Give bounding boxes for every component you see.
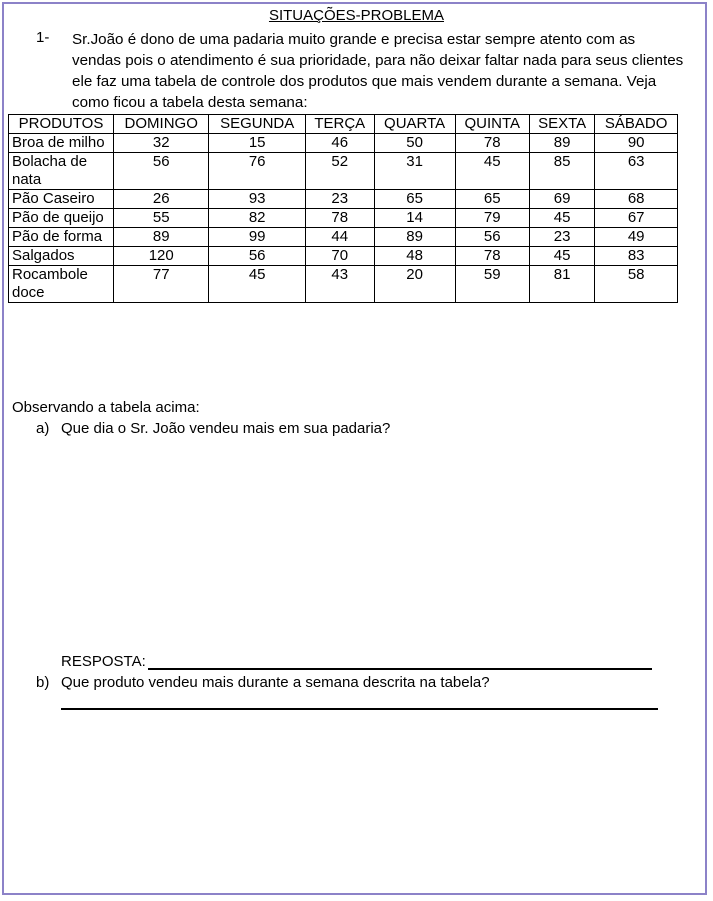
value-cell: 45 (529, 209, 594, 228)
product-cell: Bolacha de nata (9, 153, 114, 190)
product-cell: Broa de milho (9, 134, 114, 153)
table-header-row (9, 115, 678, 134)
table-row (9, 209, 678, 228)
value-cell: 31 (374, 153, 455, 190)
page-title: SITUAÇÕES-PROBLEMA (268, 7, 445, 24)
value-cell: 67 (595, 209, 678, 228)
value-cell: 23 (529, 228, 594, 247)
answer-line[interactable] (148, 654, 652, 670)
value-cell: 20 (374, 266, 455, 303)
table-row (9, 153, 678, 190)
table-header-cell: QUINTA (455, 115, 529, 134)
value-cell: 56 (455, 228, 529, 247)
table-body (9, 134, 678, 303)
value-cell: 83 (595, 247, 678, 266)
value-cell: 45 (529, 247, 594, 266)
value-cell: 44 (305, 228, 374, 247)
value-cell: 76 (209, 153, 305, 190)
value-cell: 52 (305, 153, 374, 190)
value-cell: 58 (595, 266, 678, 303)
product-cell: Pão de forma (9, 228, 114, 247)
question-a-text: Que dia o Sr. João vendeu mais em sua padaria? (61, 420, 391, 437)
question-1-text: Sr.João é dono de uma padaria muito grande e precisa estar sempre atento com as vendas pois o atendimento é sua prioridade, para não deixar faltar nada para seus clientes ele faz uma tabela de controle dos produtos que mais vendem durante a semana. Veja como ficou a tabela desta semana: (72, 31, 684, 111)
value-cell: 46 (305, 134, 374, 153)
value-cell: 14 (374, 209, 455, 228)
answer-row (61, 653, 652, 670)
table-row (9, 247, 678, 266)
table-row (9, 190, 678, 209)
value-cell: 49 (595, 228, 678, 247)
value-cell: 55 (114, 209, 209, 228)
value-cell: 32 (114, 134, 209, 153)
value-cell: 15 (209, 134, 305, 153)
value-cell: 56 (114, 153, 209, 190)
value-cell: 82 (209, 209, 305, 228)
value-cell: 23 (305, 190, 374, 209)
value-cell: 26 (114, 190, 209, 209)
value-cell: 79 (455, 209, 529, 228)
value-cell: 120 (114, 247, 209, 266)
value-cell: 89 (529, 134, 594, 153)
value-cell: 43 (305, 266, 374, 303)
value-cell: 85 (529, 153, 594, 190)
table-header-cell: DOMINGO (114, 115, 209, 134)
table-header-cell: SÁBADO (595, 115, 678, 134)
value-cell: 56 (209, 247, 305, 266)
value-cell: 65 (455, 190, 529, 209)
table-header-cell: QUARTA (374, 115, 455, 134)
sales-table (8, 114, 678, 303)
answer-b-line[interactable] (61, 708, 658, 710)
product-cell: Rocambole doce (9, 266, 114, 303)
table-row (9, 134, 678, 153)
product-cell: Pão Caseiro (9, 190, 114, 209)
value-cell: 90 (595, 134, 678, 153)
question-a (36, 420, 390, 437)
question-b-letter: b) (36, 674, 50, 691)
value-cell: 45 (455, 153, 529, 190)
table-row (9, 266, 678, 303)
value-cell: 78 (305, 209, 374, 228)
question-a-letter: a) (36, 420, 50, 437)
value-cell: 78 (455, 134, 529, 153)
table-header-cell: SEXTA (529, 115, 594, 134)
value-cell: 77 (114, 266, 209, 303)
value-cell: 69 (529, 190, 594, 209)
table-header-cell: TERÇA (305, 115, 374, 134)
table-header-cell: PRODUTOS (9, 115, 114, 134)
value-cell: 99 (209, 228, 305, 247)
product-cell: Pão de queijo (9, 209, 114, 228)
value-cell: 48 (374, 247, 455, 266)
question-1-number: 1- (36, 29, 50, 46)
value-cell: 89 (374, 228, 455, 247)
value-cell: 50 (374, 134, 455, 153)
value-cell: 45 (209, 266, 305, 303)
table-header-cell: SEGUNDA (209, 115, 305, 134)
question-b (36, 674, 490, 691)
value-cell: 59 (455, 266, 529, 303)
table-row (9, 228, 678, 247)
value-cell: 65 (374, 190, 455, 209)
value-cell: 78 (455, 247, 529, 266)
value-cell: 89 (114, 228, 209, 247)
observe-text: Observando a tabela acima: (12, 399, 200, 416)
value-cell: 63 (595, 153, 678, 190)
value-cell: 68 (595, 190, 678, 209)
value-cell: 70 (305, 247, 374, 266)
product-cell: Salgados (9, 247, 114, 266)
question-b-text: Que produto vendeu mais durante a semana descrita na tabela? (61, 674, 490, 691)
value-cell: 93 (209, 190, 305, 209)
value-cell: 81 (529, 266, 594, 303)
answer-label: RESPOSTA: (61, 653, 146, 670)
